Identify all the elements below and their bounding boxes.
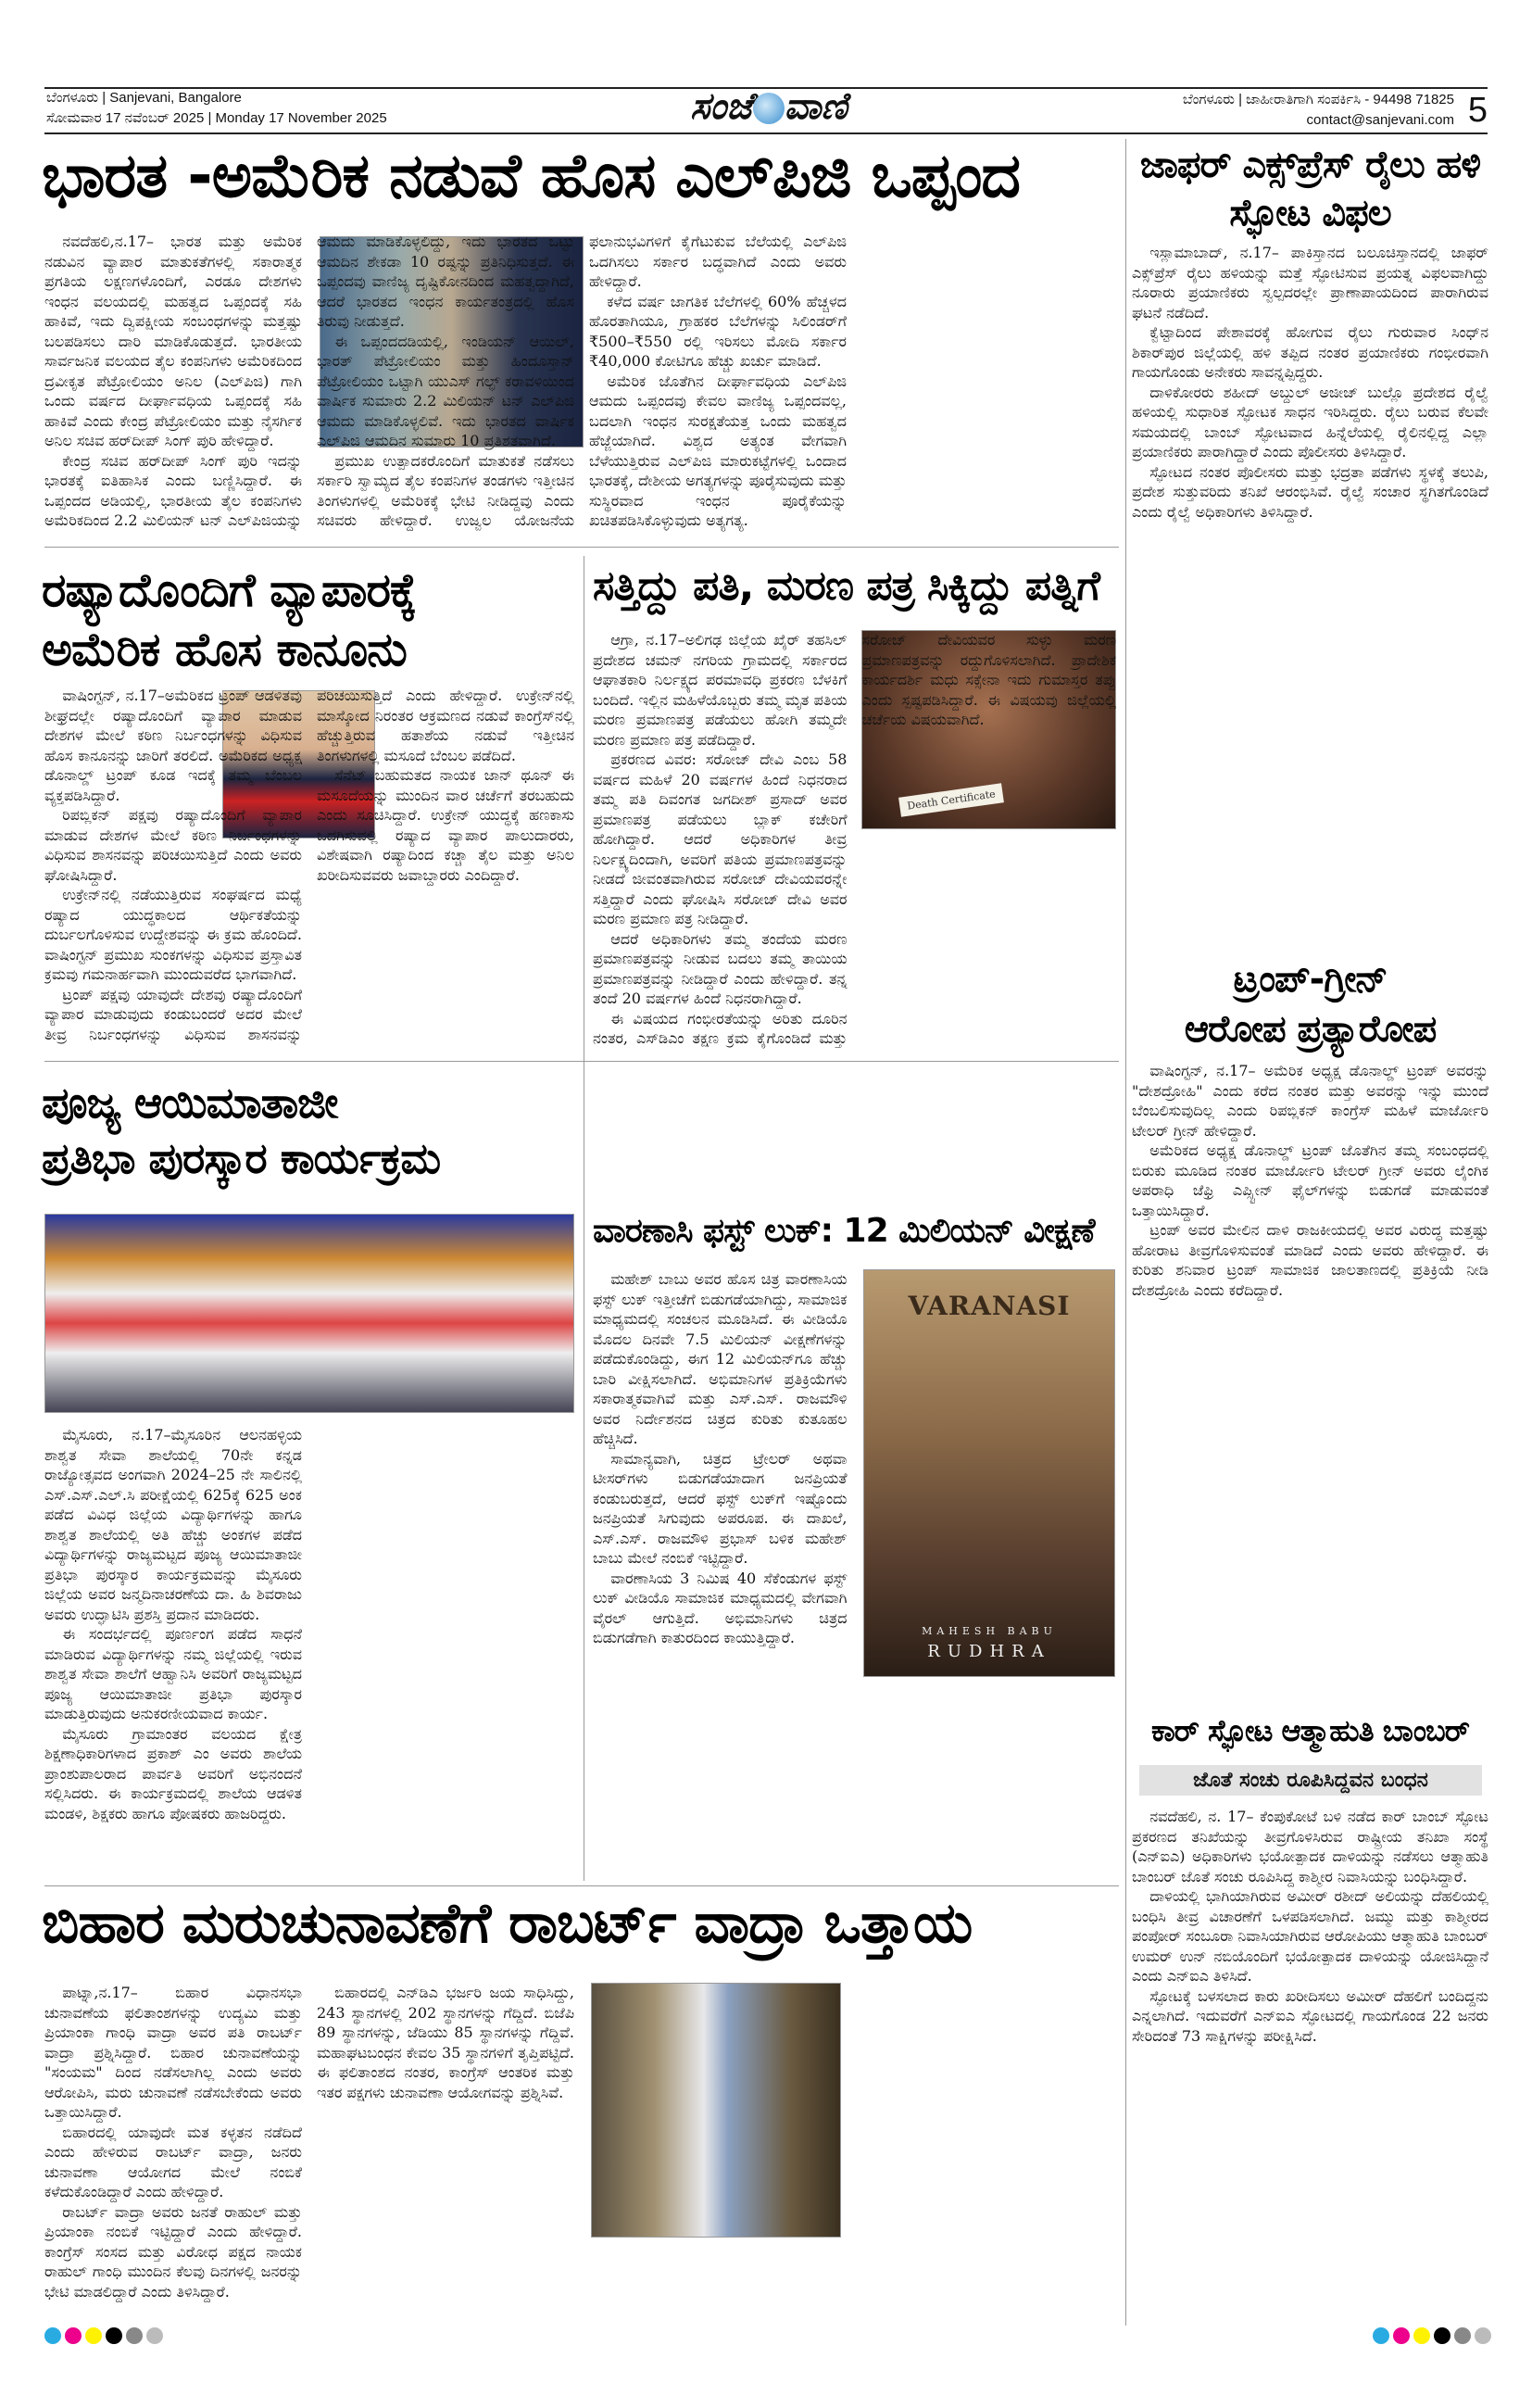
gray-dot	[126, 2327, 143, 2344]
jafar-headline: ಜಾಫರ್ ಎಕ್ಸ್‌ಪ್ರೆಸ್ ರೈಲು ಹಳಿ ಸ್ಫೋಟ ವಿಫಲ	[1139, 144, 1481, 234]
car-bomb-headline: ಕಾರ್ ಸ್ಫೋಟ ಆತ್ಮಾಹುತಿ ಬಾಂಬರ್	[1150, 1713, 1469, 1748]
yellow-dot	[85, 2327, 102, 2344]
color-registration-marks-left	[44, 2327, 167, 2348]
globe-icon	[753, 93, 785, 124]
cyan-dot	[44, 2327, 61, 2344]
color-registration-marks-right	[1373, 2327, 1495, 2348]
email: contact@sanjevani.com	[1306, 112, 1454, 128]
certificate-label: Death Certificate	[898, 783, 1004, 816]
city: ಬೆಂಗಳೂರು	[46, 90, 99, 106]
russia-body: ವಾಷಿಂಗ್ಟನ್, ನ.17–ಅಮೆರಿಕದ ಟ್ರಂಪ್ ಆಡಳಿತವು ಶೀಘ್ರದಲ್ಲೇ ರಷ್ಯಾದೊಂದಿಗೆ ವ್ಯಾಪಾರ ಮಾಡುವ ದೇಶಗಳ ಮೇಲೆ ಕಠಿಣ ನಿರ್ಬಂಧಗಳನ್ನು ವಿಧಿಸುವ ಹೊಸ ಕಾನೂನನ್ನು ಜಾರಿಗೆ ತರಲಿದೆ. ಅಮೆರಿಕದ ಅಧ್ಯಕ್ಷ ಡೊನಾಲ್ಡ್ ಟ್ರಂಪ್ ಕೂಡ ಇದಕ್ಕೆ ತಮ್ಮ ಬೆಂಬಲ ವ್ಯಕ್ತಪಡಿಸಿದ್ದಾರೆ. ರಿಪಬ್ಲಿಕನ್ ಪಕ್ಷವು ರಷ್ಯಾದೊಂದಿಗೆ ವ್ಯಾಪಾರ ಮಾಡುವ ದೇಶಗಳ ಮೇಲೆ ಕಠಿಣ ನಿರ್ಬಂಧಗಳನ್ನು ವಿಧಿಸುವ ಶಾಸನವನ್ನು ಪರಿಚಯಿಸುತ್ತಿದೆ ಎಂದು ಅವರು ಘೋಷಿಸಿದ್ದಾರೆ. ಉಕ್ರೇನ್‌ನಲ್ಲಿ ನಡೆಯುತ್ತಿರುವ ಸಂಘರ್ಷದ ಮಧ್ಯೆ ರಷ್ಯಾದ ಯುದ್ಧಕಾಲದ ಆರ್ಥಿಕತೆಯನ್ನು ದುರ್ಬಲಗೊಳಿಸುವ ಉದ್ದೇಶವನ್ನು ಈ ಕ್ರಮ ಹೊಂದಿದೆ. ವಾಷಿಂಗ್ಟನ್ ಪ್ರಮುಖ ಸುಂಕಗಳನ್ನು ವಿಧಿಸುವ ಪ್ರಸ್ತಾವಿತ ಕ್ರಮವು ಗಮನಾರ್ಹವಾಗಿ ಮುಂದುವರೆದ ಭಾಗವಾಗಿದೆ. ಟ್ರಂಪ್ ಪಕ್ಷವು ಯಾವುದೇ ದೇಶವು ರಷ್ಯಾದೊಂದಿಗೆ ವ್ಯಾಪಾರ ಮಾಡುವುದು ಕಂಡುಬಂದರೆ ಅದರ ಮೇಲೆ ತೀವ್ರ ನಿರ್ಬಂಧಗಳನ್ನು ವಿಧಿಸುವ ಶಾಸನವನ್ನು ಪರಿಚಯಿಸುತ್ತಿದೆ ಎಂದು ಹೇಳಿದ್ದಾರೆ. ಉಕ್ರೇನ್‌ನಲ್ಲಿ ಮಾಸ್ಕೋದ ನಿರಂತರ ಆಕ್ರಮಣದ ನಡುವೆ ಕಾಂಗ್ರೆಸ್‌ನಲ್ಲಿ ಹೆಚ್ಚುತ್ತಿರುವ ಹತಾಶೆಯ ನಡುವೆ ಇತ್ತೀಚಿನ ತಿಂಗಳುಗಳಲ್ಲಿ ಮಸೂದೆ ಬೆಂಬಲ ಪಡೆದಿದೆ. ಸೆನೆಟ್ ಬಹುಮತದ ನಾಯಕ ಜಾನ್ ಥೂನ್ ಈ ಮಸೂದೆಯನ್ನು ಮುಂದಿನ ವಾರ ಚರ್ಚೆಗೆ ತರಬಹುದು ಎಂದು ಸೂಚಿಸಿದ್ದಾರೆ. ಉಕ್ರೇನ್ ಯುದ್ಧಕ್ಕೆ ಹಣಕಾಸು ಒದಗಿಸುವಲ್ಲಿ ರಷ್ಯಾದ ವ್ಯಾಪಾರ ಪಾಲುದಾರರು, ವಿಶೇಷವಾಗಿ ರಷ್ಯಾದಿಂದ ಕಚ್ಚಾ ತೈಲ ಮತ್ತು ಅನಿಲ ಖರೀದಿಸುವವರು ಜವಾಬ್ದಾರರು ಎಂದಿದ್ದಾರೆ.	[44, 687, 574, 1043]
column-divider	[1125, 139, 1126, 2326]
trump-greene-body: ವಾಷಿಂಗ್ಟನ್, ನ.17– ಅಮೆರಿಕ ಅಧ್ಯಕ್ಷ ಡೊನಾಲ್ಡ್ ಟ್ರಂಪ್ ಅವರನ್ನು "ದೇಶದ್ರೋಹಿ" ಎಂದು ಕರೆದ ನಂತರ ಮತ್ತು ಅವರನ್ನು ಇನ್ನು ಮುಂದೆ ಬೆಂಬಲಿಸುವುದಿಲ್ಲ ಎಂದು ರಿಪಬ್ಲಿಕನ್ ಕಾಂಗ್ರೆಸ್ ಮಹಿಳೆ ಮಾರ್ಜೋರಿ ಟೇಲರ್ ಗ್ರೀನ್ ಹೇಳಿದ್ದಾರೆ. ಅಮೆರಿಕದ ಅಧ್ಯಕ್ಷ ಡೊನಾಲ್ಡ್ ಟ್ರಂಪ್ ಜೊತೆಗಿನ ತಮ್ಮ ಸಂಬಂಧದಲ್ಲಿ ಬಿರುಕು ಮೂಡಿದ ನಂತರ ಮಾರ್ಜೋರಿ ಟೇಲರ್ ಗ್ರೀನ್ ಅವರು ಲೈಂಗಿಕ ಅಪರಾಧಿ ಜೆಫ್ರಿ ಎಪ್ಸ್ಟೀನ್ ಫೈಲ್‌ಗಳನ್ನು ಬಿಡುಗಡೆ ಮಾಡುವಂತೆ ಒತ್ತಾಯಿಸಿದ್ದಾರೆ. ಟ್ರಂಪ್ ಅವರ ಮೇಲಿನ ದಾಳಿ ರಾಜಕೀಯದಲ್ಲಿ ಅವರ ವಿರುದ್ಧ ಮತ್ತಷ್ಟು ಹೋರಾಟ ತೀವ್ರಗೊಳಿಸುವಂತೆ ಮಾಡಿದೆ ಎಂದು ಅವರು ಹೇಳಿದ್ದಾರೆ. ಈ ಕುರಿತು ಶನಿವಾರ ಟ್ರಂಪ್ ಸಾಮಾಜಿಕ ಜಾಲತಾಣದಲ್ಲಿ ಪ್ರತಿಕ್ರಿಯೆ ನೀಡಿ ದೇಶದ್ರೋಹಿ ಎಂದು ಕರೆದಿದ್ದಾರೆ.	[1132, 1062, 1488, 1299]
russia-headline: ರಷ್ಯಾದೊಂದಿಗೆ ವ್ಯಾಪಾರಕ್ಕೆ ಅಮೆರಿಕ ಹೊಸ ಕಾನೂನು	[42, 563, 417, 676]
page-number: 5	[1467, 91, 1488, 130]
poster-title: VARANASI	[908, 1291, 1071, 1321]
widow-body: ಆಗ್ರಾ, ನ.17–ಅಲಿಗಢ ಜಿಲ್ಲೆಯ ಖೈರ್ ತಹಸಿಲ್ ಪ್ರದೇಶದ ಚಮನ್ ನಗರಿಯ ಗ್ರಾಮದಲ್ಲಿ ಸರ್ಕಾರದ ಆಘಾತಕಾರಿ ನಿರ್ಲಕ್ಷ್ಯದ ಪರಮಾವಧಿ ಪ್ರಕರಣ ಬೆಳಕಿಗೆ ಬಂದಿದೆ. ಇಲ್ಲಿನ ಮಹಿಳೆಯೊಬ್ಬರು ತಮ್ಮ ಮೃತ ಪತಿಯ ಮರಣ ಪ್ರಮಾಣಪತ್ರ ಪಡೆಯಲು ಹೋಗಿ ತಮ್ಮದೇ ಮರಣ ಪ್ರಮಾಣ ಪತ್ರ ಪಡೆದಿದ್ದಾರೆ. ಪ್ರಕರಣದ ವಿವರ: ಸರೋಜ್ ದೇವಿ ಎಂಬ 58 ವರ್ಷದ ಮಹಿಳೆ 20 ವರ್ಷಗಳ ಹಿಂದೆ ನಿಧನರಾದ ತಮ್ಮ ಪತಿ ದಿವಂಗತ ಜಗದೀಶ್ ಪ್ರಸಾದ್ ಅವರ ಪ್ರಮಾಣಪತ್ರ ಪಡೆಯಲು ಬ್ಲಾಕ್ ಕಚೇರಿಗೆ ಹೋಗಿದ್ದಾರೆ. ಆದರೆ ಅಧಿಕಾರಿಗಳ ತೀವ್ರ ನಿರ್ಲಕ್ಷ್ಯದಿಂದಾಗಿ, ಅವರಿಗೆ ಪತಿಯ ಪ್ರಮಾಣಪತ್ರವನ್ನು ನೀಡದೆ ಜೀವಂತವಾಗಿರುವ ಸರೋಜ್ ದೇವಿಯವರನ್ನೇ ಸತ್ತಿದ್ದಾರೆ ಎಂದು ಘೋಷಿಸಿ ಸರೋಜ್ ದೇವಿ ಅವರ ಮರಣ ಪ್ರಮಾಣ ಪತ್ರ ನೀಡಿದ್ದಾರೆ. ಆದರೆ ಅಧಿಕಾರಿಗಳು ತಮ್ಮ ತಂದೆಯ ಮರಣ ಪ್ರಮಾಣಪತ್ರವನ್ನು ನೀಡುವ ಬದಲು ತಮ್ಮ ತಾಯಿಯ ಪ್ರಮಾಣಪತ್ರವನ್ನು ನೀಡಿದ್ದಾರೆ ಎಂದು ಹೇಳಿದ್ದಾರೆ. ತನ್ನ ತಂದೆ 20 ವರ್ಷಗಳ ಹಿಂದೆ ನಿಧನರಾಗಿದ್ದಾರೆ. ಈ ವಿಷಯದ ಗಂಭೀರತೆಯನ್ನು ಅರಿತು ದೂರಿನ ನಂತರ, ಎಸ್‌ಡಿಎಂ ತಕ್ಷಣ ಕ್ರಮ ಕೈಗೊಂಡಿದೆ ಮತ್ತು ಸರೋಜ್ ದೇವಿಯವರ ಸುಳ್ಳು ಮರಣ ಪ್ರಮಾಣಪತ್ರವನ್ನು ರದ್ದುಗೊಳಿಸಲಾಗಿದೆ. ಪ್ರಾದೇಶಿಕ ಕಾರ್ಯದರ್ಶಿ ಮಧು ಸಕ್ಸೇನಾ ಇದು ಗುಮಾಸ್ತರ ತಪ್ಪು ಎಂದು ಸ್ಪಷ್ಟಪಡಿಸಿದ್ದಾರೆ. ಈ ವಿಷಯವು ಜಿಲ್ಲೆಯಲ್ಲಿ ಚರ್ಚೆಯ ವಿಷಯವಾಗಿದೆ.	[593, 631, 1116, 1047]
edition: | Sanjevani, Bangalore	[102, 90, 242, 106]
date-en: Monday 17 November 2025	[215, 110, 387, 126]
car-bomb-body: ನವದೆಹಲಿ, ನ. 17– ಕೆಂಪುಕೋಟೆ ಬಳಿ ನಡೆದ ಕಾರ್ ಬಾಂಬ್ ಸ್ಫೋಟ ಪ್ರಕರಣದ ತನಿಖೆಯನ್ನು ತೀವ್ರಗೊಳಿಸಿರುವ ರಾಷ್ಟ್ರೀಯ ತನಿಖಾ ಸಂಸ್ಥೆ (ಎನ್‌ಐಎ) ಅಧಿಕಾರಿಗಳು ಭಯೋತ್ಪಾದಕ ದಾಳಿಯನ್ನು ನಡೆಸಲು ಆತ್ಮಾಹುತಿ ಬಾಂಬರ್ ಜೊತೆ ಸಂಚು ರೂಪಿಸಿದ್ದ ಕಾಶ್ಮೀರ ನಿವಾಸಿಯನ್ನು ಬಂಧಿಸಿದ್ದಾರೆ. ದಾಳಿಯಲ್ಲಿ ಭಾಗಿಯಾಗಿರುವ ಅಮೀರ್ ರಶೀದ್ ಅಲಿಯನ್ನು ದೆಹಲಿಯಲ್ಲಿ ಬಂಧಿಸಿ ತೀವ್ರ ವಿಚಾರಣೆಗೆ ಒಳಪಡಿಸಲಾಗಿದೆ. ಜಮ್ಮು ಮತ್ತು ಕಾಶ್ಮೀರದ ಪಂಪೋರ್ ಸಂಬೂರಾ ನಿವಾಸಿಯಾಗಿರುವ ಆರೋಪಿಯು ಆತ್ಮಾಹುತಿ ಬಾಂಬರ್ ಉಮರ್ ಉನ್ ನಬಿಯೊಂದಿಗೆ ಭಯೋತ್ಪಾದಕ ದಾಳಿಯನ್ನು ಯೋಜಿಸಿದ್ದಾನೆ ಎಂದು ಎನ್‌ಐಎ ತಿಳಿಸಿದೆ. ಸ್ಫೋಟಕ್ಕೆ ಬಳಸಲಾದ ಕಾರು ಖರೀದಿಸಲು ಅಮೀರ್ ದೆಹಲಿಗೆ ಬಂದಿದ್ದನು ಎನ್ನಲಾಗಿದೆ. ಇದುವರೆಗೆ ಎನ್‌ಐಎ ಸ್ಫೋಟದಲ್ಲಿ ಗಾಯಗೊಂಡ 22 ಜನರು ಸೇರಿದಂತೆ 73 ಸಾಕ್ಷಿಗಳನ್ನು ಪರೀಕ್ಷಿಸಿದೆ.	[1132, 1808, 1488, 2045]
divider	[44, 1061, 1119, 1062]
lpg-body: ನವದೆಹಲಿ,ನ.17– ಭಾರತ ಮತ್ತು ಅಮೆರಿಕ ನಡುವಿನ ವ್ಯಾಪಾರ ಮಾತುಕತೆಗಳಲ್ಲಿ ಸಕಾರಾತ್ಮಕ ಪ್ರಗತಿಯ ಲಕ್ಷಣಗಳೊಂದಿಗೆ, ಎರಡೂ ದೇಶಗಳು ಇಂಧನ ವಲಯದಲ್ಲಿ ಮಹತ್ವದ ಒಪ್ಪಂದಕ್ಕೆ ಸಹಿ ಹಾಕಿವೆ, ಇದು ದ್ವಿಪಕ್ಷೀಯ ಸಂಬಂಧಗಳನ್ನು ಮತ್ತಷ್ಟು ಬಲಪಡಿಸಲು ದಾರಿ ಮಾಡಿಕೊಡುತ್ತದೆ. ಭಾರತೀಯ ಸಾರ್ವಜನಿಕ ವಲಯದ ತೈಲ ಕಂಪನಿಗಳು ಅಮೆರಿಕದಿಂದ ದ್ರವೀಕೃತ ಪೆಟ್ರೋಲಿಯಂ ಅನಿಲ (ಎಲ್‌ಪಿಜಿ) ಗಾಗಿ ಒಂದು ವರ್ಷದ ದೀರ್ಘಾವಧಿಯ ಒಪ್ಪಂದಕ್ಕೆ ಸಹಿ ಹಾಕಿವೆ ಎಂದು ಕೇಂದ್ರ ಪೆಟ್ರೋಲಿಯಂ ಮತ್ತು ನೈಸರ್ಗಿಕ ಅನಿಲ ಸಚಿವ ಹರ್‌ದೀಪ್ ಸಿಂಗ್ ಪುರಿ ಹೇಳಿದ್ದಾರೆ. ಕೇಂದ್ರ ಸಚಿವ ಹರ್‌ದೀಪ್ ಸಿಂಗ್ ಪುರಿ ಇದನ್ನು ಭಾರತಕ್ಕೆ ಐತಿಹಾಸಿಕ ಎಂದು ಬಣ್ಣಿಸಿದ್ದಾರೆ. ಈ ಒಪ್ಪಂದದ ಅಡಿಯಲ್ಲಿ, ಭಾರತೀಯ ತೈಲ ಕಂಪನಿಗಳು ಅಮೆರಿಕದಿಂದ 2.2 ಮಿಲಿಯನ್ ಟನ್ ಎಲ್‌ಪಿಜಿಯನ್ನು ಆಮದು ಮಾಡಿಕೊಳ್ಳಲಿದ್ದು, ಇದು ಭಾರತದ ಒಟ್ಟು ಆಮದಿನ ಶೇಕಡಾ 10 ರಷ್ಟನ್ನು ಪ್ರತಿನಿಧಿಸುತ್ತದೆ. ಈ ಒಪ್ಪಂದವು ವಾಣಿಜ್ಯ ದೃಷ್ಟಿಕೋನದಿಂದ ಮಹತ್ವದ್ದಾಗಿದೆ, ಆದರೆ ಭಾರತದ ಇಂಧನ ಕಾರ್ಯತಂತ್ರದಲ್ಲಿ ಹೊಸ ತಿರುವು ನೀಡುತ್ತದೆ. ಈ ಒಪ್ಪಂದದಡಿಯಲ್ಲಿ, ಇಂಡಿಯನ್ ಆಯಿಲ್, ಭಾರತ್ ಪೆಟ್ರೋಲಿಯಂ ಮತ್ತು ಹಿಂದೂಸ್ತಾನ್ ಪೆಟ್ರೋಲಿಯಂ ಒಟ್ಟಾಗಿ ಯುಎಸ್ ಗಲ್ಫ್ ಕರಾವಳಿಯಿಂದ ವಾರ್ಷಿಕ ಸುಮಾರು 2.2 ಮಿಲಿಯನ್ ಟನ್ ಎಲ್‌ಪಿಜಿ ಆಮದು ಮಾಡಿಕೊಳ್ಳಲಿವೆ. ಇದು ಭಾರತದ ವಾರ್ಷಿಕ ಎಲ್‌ಪಿಜಿ ಆಮದಿನ ಸುಮಾರು 10 ಪ್ರತಿಶತವಾಗಿದೆ. ಪ್ರಮುಖ ಉತ್ಪಾದಕರೊಂದಿಗೆ ಮಾತುಕತೆ ನಡೆಸಲು ಸರ್ಕಾರಿ ಸ್ವಾಮ್ಯದ ತೈಲ ಕಂಪನಿಗಳ ತಂಡಗಳು ಇತ್ತೀಚಿನ ತಿಂಗಳುಗಳಲ್ಲಿ ಅಮೆರಿಕಕ್ಕೆ ಭೇಟಿ ನೀಡಿದ್ದವು ಎಂದು ಸಚಿವರು ಹೇಳಿದ್ದಾರೆ. ಉಜ್ವಲ ಯೋಜನೆಯ ಫಲಾನುಭವಿಗಳಿಗೆ ಕೈಗೆಟುಕುವ ಬೆಲೆಯಲ್ಲಿ ಎಲ್‌ಪಿಜಿ ಒದಗಿಸಲು ಸರ್ಕಾರ ಬದ್ಧವಾಗಿದೆ ಎಂದು ಅವರು ಹೇಳಿದ್ದಾರೆ. ಕಳೆದ ವರ್ಷ ಜಾಗತಿಕ ಬೆಲೆಗಳಲ್ಲಿ 60% ಹೆಚ್ಚಳದ ಹೊರತಾಗಿಯೂ, ಗ್ರಾಹಕರ ಬೆಲೆಗಳನ್ನು ಸಿಲಿಂಡರ್‌ಗೆ ₹500–₹550 ರಲ್ಲಿ ಇರಿಸಲು ಮೋದಿ ಸರ್ಕಾರ ₹40,000 ಕೋಟಿಗೂ ಹೆಚ್ಚು ಖರ್ಚು ಮಾಡಿದೆ. ಅಮೆರಿಕ ಜೊತೆಗಿನ ದೀರ್ಘಾವಧಿಯ ಎಲ್‌ಪಿಜಿ ಆಮದು ಒಪ್ಪಂದವು ಕೇವಲ ವಾಣಿಜ್ಯ ಒಪ್ಪಂದವಲ್ಲ, ಬದಲಾಗಿ ಇಂಧನ ಸುರಕ್ಷತೆಯತ್ತ ಒಂದು ಮಹತ್ವದ ಹೆಜ್ಜೆಯಾಗಿದೆ. ವಿಶ್ವದ ಅತ್ಯಂತ ವೇಗವಾಗಿ ಬೆಳೆಯುತ್ತಿರುವ ಎಲ್‌ಪಿಜಿ ಮಾರುಕಟ್ಟೆಗಳಲ್ಲಿ ಒಂದಾದ ಭಾರತಕ್ಕೆ, ದೇಶೀಯ ಅಗತ್ಯಗಳನ್ನು ಪೂರೈಸುವುದು ಮತ್ತು ಸುಸ್ಥಿರವಾದ ಇಂಧನ ಪೂರೈಕೆಯನ್ನು ಖಚಿತಪಡಿಸಿಕೊಳ್ಳುವುದು ಅತ್ಯಗತ್ಯ.	[44, 233, 847, 529]
cyan-dot	[1373, 2327, 1389, 2344]
lpg-headline: ಭಾರತ -ಅಮೆರಿಕ ನಡುವೆ ಹೊಸ ಎಲ್‌ಪಿಜಿ ಒಪ್ಪಂದ	[42, 140, 1021, 211]
varanasi-body: ಮಹೇಶ್ ಬಾಬು ಅವರ ಹೊಸ ಚಿತ್ರ ವಾರಣಾಸಿಯ ಫಸ್ಟ್ ಲುಕ್ ಇತ್ತೀಚೆಗೆ ಬಿಡುಗಡೆಯಾಗಿದ್ದು, ಸಾಮಾಜಿಕ ಮಾಧ್ಯಮದಲ್ಲಿ ಸಂಚಲನ ಮೂಡಿಸಿದೆ. ಈ ವೀಡಿಯೊ ಮೊದಲ ದಿನವೇ 7.5 ಮಿಲಿಯನ್ ವೀಕ್ಷಣೆಗಳನ್ನು ಪಡೆದುಕೊಂಡಿದ್ದು, ಈಗ 12 ಮಿಲಿಯನ್‌ಗೂ ಹೆಚ್ಚು ಬಾರಿ ವೀಕ್ಷಿಸಲಾಗಿದೆ. ಅಭಿಮಾನಿಗಳ ಪ್ರತಿಕ್ರಿಯೆಗಳು ಸಕಾರಾತ್ಮಕವಾಗಿವೆ ಮತ್ತು ಎಸ್.ಎಸ್. ರಾಜಮೌಳಿ ಅವರ ನಿರ್ದೇಶನದ ಚಿತ್ರದ ಕುರಿತು ಕುತೂಹಲ ಹೆಚ್ಚಿಸಿದೆ. ಸಾಮಾನ್ಯವಾಗಿ, ಚಿತ್ರದ ಟ್ರೇಲರ್ ಅಥವಾ ಟೀಸರ್‌ಗಳು ಬಿಡುಗಡೆಯಾದಾಗ ಜನಪ್ರಿಯತೆ ಕಂಡುಬರುತ್ತದೆ, ಆದರೆ ಫಸ್ಟ್ ಲುಕ್‌ಗೆ ಇಷ್ಟೊಂದು ಜನಪ್ರಿಯತೆ ಸಿಗುವುದು ಅಪರೂಪ. ಈ ದಾಖಲೆ, ಎಸ್.ಎಸ್. ರಾಜಮೌಳಿ ಪ್ರಭಾಸ್ ಬಳಿಕ ಮಹೇಶ್ ಬಾಬು ಮೇಲೆ ನಂಬಿಕೆ ಇಟ್ಟಿದ್ದಾರೆ. ವಾರಣಾಸಿಯ 3 ನಿಮಿಷ 40 ಸೆಕೆಂಡುಗಳ ಫಸ್ಟ್ ಲುಕ್ ವೀಡಿಯೊ ಸಾಮಾಜಿಕ ಮಾಧ್ಯಮದಲ್ಲಿ ವೇಗವಾಗಿ ವೈರಲ್ ಆಗುತ್ತಿದೆ. ಅಭಿಮಾನಿಗಳು ಚಿತ್ರದ ಬಿಡುಗಡೆಗಾಗಿ ಕಾತುರದಿಂದ ಕಾಯುತ್ತಿದ್ದಾರೆ.	[593, 1270, 848, 1646]
jafar-body: ಇಸ್ಲಾಮಾಬಾದ್, ನ.17– ಪಾಕಿಸ್ತಾನದ ಬಲೂಚಿಸ್ತಾನದಲ್ಲಿ ಜಾಫರ್ ಎಕ್ಸ್‌ಪ್ರೆಸ್ ರೈಲು ಹಳಿಯನ್ನು ಮತ್ತೆ ಸ್ಫೋಟಿಸುವ ಪ್ರಯತ್ನ ವಿಫಲವಾಗಿದ್ದು ನೂರಾರು ಪ್ರಯಾಣಿಕರು ಸ್ವಲ್ಪದರಲ್ಲೇ ಪ್ರಾಣಾಪಾಯದಿಂದ ಪಾರಾಗಿರುವ ಘಟನೆ ನಡೆದಿದೆ. ಕ್ವೆಟ್ಟಾದಿಂದ ಪೇಶಾವರಕ್ಕೆ ಹೋಗುವ ರೈಲು ಗುರುವಾರ ಸಿಂಧ್‌ನ ಶಿಕಾರ್‌ಪುರ ಜಿಲ್ಲೆಯಲ್ಲಿ ಹಳಿ ತಪ್ಪಿದ ನಂತರ ಪ್ರಯಾಣಿಕರು ಗಂಭೀರವಾಗಿ ಗಾಯಗೊಂಡು ಅನೇಕರು ಸಾವನ್ನಪ್ಪಿದ್ದರು. ದಾಳಿಕೋರರು ಶಹೀದ್ ಅಬ್ದುಲ್ ಅಜೀಜ್ ಬುಲ್ಲೊ ಪ್ರದೇಶದ ರೈಲ್ವೆ ಹಳಿಯಲ್ಲಿ ಸುಧಾರಿತ ಸ್ಫೋಟಕ ಸಾಧನ ಇರಿಸಿದ್ದರು. ರೈಲು ಬರುವ ಕೆಲವೇ ಸಮಯದಲ್ಲಿ ಬಾಂಬ್ ಸ್ಫೋಟವಾದ ಹಿನ್ನೆಲೆಯಲ್ಲಿ ರೈಲಿನಲ್ಲಿದ್ದ ಎಲ್ಲಾ ಪ್ರಯಾಣಿಕರು ಪಾರಾಗಿದ್ದಾರೆ ಎಂದು ಪೊಲೀಸರು ತಿಳಿಸಿದ್ದಾರೆ. ಸ್ಫೋಟದ ನಂತರ ಪೊಲೀಸರು ಮತ್ತು ಭದ್ರತಾ ಪಡೆಗಳು ಸ್ಥಳಕ್ಕೆ ತಲುಪಿ, ಪ್ರದೇಶ ಸುತ್ತುವರಿದು ತನಿಖೆ ಆರಂಭಿಸಿವೆ. ರೈಲ್ವೆ ಸಂಚಾರ ಸ್ಥಗಿತಗೊಂಡಿದೆ ಎಂದು ರೈಲ್ವೆ ಅಧಿಕಾರಿಗಳು ತಿಳಿಸಿದ್ದಾರೆ.	[1132, 244, 1488, 521]
black-dot	[1434, 2327, 1450, 2344]
divider	[44, 547, 1119, 548]
masthead-logo: ಸಂಜೆ ವಾಣಿ	[690, 85, 848, 128]
magenta-dot	[65, 2327, 82, 2344]
black-dot	[106, 2327, 122, 2344]
poster-actor: MAHESH BABU	[922, 1625, 1057, 1637]
header-right	[1183, 90, 1488, 131]
car-bomb-kicker: ಜೊತೆ ಸಂಚು ರೂಪಿಸಿದ್ದವನ ಬಂಧನ	[1139, 1765, 1482, 1796]
trump-greene-headline: ಟ್ರಂಪ್-ಗ್ರೀನ್ ಆರೋಪ ಪ್ರತ್ಯಾರೋಪ	[1184, 958, 1437, 1051]
vadra-headline: ಬಿಹಾರ ಮರುಚುನಾವಣೆಗೆ ರಾಬರ್ಟ್ ವಾದ್ರಾ ಒತ್ತಾಯ	[42, 1891, 973, 1956]
header-rule	[44, 132, 1488, 134]
divider	[44, 1885, 1119, 1886]
gray-dot	[1454, 2327, 1471, 2344]
award-headline: ಪೂಜ್ಯ ಆಯಿಮಾತಾಜೀ ಪ್ರತಿಭಾ ಪುರಸ್ಕಾರ ಕಾರ್ಯಕ್ರಮ	[42, 1078, 441, 1183]
vadra-body: ಪಾಟ್ನಾ,ನ.17– ಬಿಹಾರ ವಿಧಾನಸಭಾ ಚುನಾವಣೆಯ ಫಲಿತಾಂಶಗಳನ್ನು ಉದ್ಯಮಿ ಮತ್ತು ಪ್ರಿಯಾಂಕಾ ಗಾಂಧಿ ವಾದ್ರಾ ಅವರ ಪತಿ ರಾಬರ್ಟ್ ವಾದ್ರಾ ಪ್ರಶ್ನಿಸಿದ್ದಾರೆ. ಬಿಹಾರ ಚುನಾವಣೆಯನ್ನು "ಸಂಯಮ" ದಿಂದ ನಡೆಸಲಾಗಿಲ್ಲ ಎಂದು ಅವರು ಆರೋಪಿಸಿ, ಮರು ಚುನಾವಣೆ ನಡೆಸಬೇಕೆಂದು ಅವರು ಒತ್ತಾಯಿಸಿದ್ದಾರೆ. ಬಿಹಾರದಲ್ಲಿ ಯಾವುದೇ ಮತ ಕಳ್ಳತನ ನಡೆದಿದೆ ಎಂದು ಹೇಳಿರುವ ರಾಬರ್ಟ್ ವಾದ್ರಾ, ಜನರು ಚುನಾವಣಾ ಆಯೋಗದ ಮೇಲೆ ನಂಬಿಕೆ ಕಳೆದುಕೊಂಡಿದ್ದಾರೆ ಎಂದು ಹೇಳಿದ್ದಾರೆ. ರಾಬರ್ಟ್ ವಾದ್ರಾ ಅವರು ಜನತೆ ರಾಹುಲ್ ಮತ್ತು ಪ್ರಿಯಾಂಕಾ ನಂಬಿಕೆ ಇಟ್ಟಿದ್ದಾರೆ ಎಂದು ಹೇಳಿದ್ದಾರೆ. ಕಾಂಗ್ರೆಸ್ ಸಂಸದ ಮತ್ತು ವಿರೋಧ ಪಕ್ಷದ ನಾಯಕ ರಾಹುಲ್ ಗಾಂಧಿ ಮುಂದಿನ ಕೆಲವು ದಿನಗಳಲ್ಲಿ ಜನರನ್ನು ಭೇಟಿ ಮಾಡಲಿದ್ದಾರೆ ಎಂದು ತಿಳಿಸಿದ್ದಾರೆ. ಬಿಹಾರದಲ್ಲಿ ಎನ್‌ಡಿಎ ಭರ್ಜರಿ ಜಯ ಸಾಧಿಸಿದ್ದು, 243 ಸ್ಥಾನಗಳಲ್ಲಿ 202 ಸ್ಥಾನಗಳನ್ನು ಗೆದ್ದಿದೆ. ಬಿಜೆಪಿ 89 ಸ್ಥಾನಗಳನ್ನು, ಜೆಡಿಯು 85 ಸ್ಥಾನಗಳನ್ನು ಗೆದ್ದಿವೆ. ಮಹಾಘಟಬಂಧನ ಕೇವಲ 35 ಸ್ಥಾನಗಳಿಗೆ ತೃಪ್ತಿಪಟ್ಟಿದೆ. ಈ ಫಲಿತಾಂಶದ ನಂತರ, ಕಾಂಗ್ರೆಸ್ ಆಂತರಿಕ ಮತ್ತು ಇತರ ಪಕ್ಷಗಳು ಚುನಾವಣಾ ಆಯೋಗವನ್ನು ಪ್ರಶ್ನಿಸಿವೆ.	[44, 1984, 574, 2301]
contact-line: ಬೆಂಗಳೂರು | ಜಾಹೀರಾತಿಗಾಗಿ ಸಂಪರ್ಕಿಸಿ - 94498 71825	[1182, 92, 1454, 107]
award-ceremony-photo	[44, 1214, 574, 1413]
poster-role: RUDHRA	[927, 1642, 1051, 1661]
magenta-dot	[1393, 2327, 1410, 2344]
light-gray-dot	[146, 2327, 163, 2344]
varanasi-headline: ವಾರಣಾಸಿ ಫಸ್ಟ್ ಲುಕ್: 12 ಮಿಲಿಯನ್ ವೀಕ್ಷಣೆ	[593, 1212, 1095, 1250]
date-kn: ಸೋಮವಾರ 17 ನವೆಂಬರ್ 2025 |	[46, 110, 212, 126]
header-left	[46, 88, 387, 129]
light-gray-dot	[1475, 2327, 1491, 2344]
widow-headline: ಸತ್ತಿದ್ದು ಪತಿ, ಮರಣ ಪತ್ರ ಸಿಕ್ಕಿದ್ದು ಪತ್ನಿಗೆ	[593, 562, 1099, 610]
award-body: ಮೈಸೂರು, ನ.17–ಮೈಸೂರಿನ ಆಲನಹಳ್ಳಿಯ ಶಾಶ್ವತ ಸೇವಾ ಶಾಲೆಯಲ್ಲಿ 70ನೇ ಕನ್ನಡ ರಾಜ್ಯೋತ್ಸವದ ಅಂಗವಾಗಿ 2024–25 ನೇ ಸಾಲಿನಲ್ಲಿ ಎಸ್.ಎಸ್.ಎಲ್.ಸಿ ಪರೀಕ್ಷೆಯಲ್ಲಿ 625ಕ್ಕೆ 625 ಅಂಕ ಪಡೆದ ವಿವಿಧ ಜಿಲ್ಲೆಯ ವಿದ್ಯಾರ್ಥಿಗಳನ್ನು ಹಾಗೂ ಶಾಶ್ವತ ಶಾಲೆಯಲ್ಲಿ ಅತಿ ಹೆಚ್ಚು ಅಂಕಗಳ ಪಡೆದ ವಿದ್ಯಾರ್ಥಿಗಳನ್ನು ರಾಜ್ಯಮಟ್ಟದ ಪೂಜ್ಯ ಆಯಿಮಾತಾಜೀ ಪ್ರತಿಭಾ ಪುರಸ್ಕಾರ ಕಾರ್ಯಕ್ರಮವನ್ನು ಮೈಸೂರು ಜಿಲ್ಲೆಯ ಅವರ ಜನ್ಮದಿನಾಚರಣೆಯ ದಾ. ಹಿ ಶಿವರಾಜು ಅವರು ಉದ್ಘಾಟಿಸಿ ಪ್ರಶಸ್ತಿ ಪ್ರದಾನ ಮಾಡಿದರು. ಈ ಸಂದರ್ಭದಲ್ಲಿ ಪೂರ್ಣಂಗ ಪಡೆದ ಸಾಧನೆ ಮಾಡಿರುವ ವಿದ್ಯಾರ್ಥಿಗಳನ್ನು ನಮ್ಮ ಜಿಲ್ಲೆಯಲ್ಲಿ ಇರುವ ಶಾಶ್ವತ ಸೇವಾ ಶಾಲೆಗೆ ಆಹ್ವಾನಿಸಿ ಅವರಿಗೆ ರಾಜ್ಯಮಟ್ಟದ ಪೂಜ್ಯ ಆಯಿಮಾತಾಜೀ ಪ್ರತಿಭಾ ಪುರಸ್ಕಾರ ಮಾಡುತ್ತಿರುವುದು ಅನುಕರಣೀಯವಾದ ಕಾರ್ಯ. ಮೈಸೂರು ಗ್ರಾಮಾಂತರ ವಲಯದ ಕ್ಷೇತ್ರ ಶಿಕ್ಷಣಾಧಿಕಾರಿಗಳಾದ ಪ್ರಕಾಶ್ ಎಂ ಅವರು ಶಾಲೆಯ ಪ್ರಾಂಶುಪಾಲರಾದ ಪಾರ್ವತಿ ಅವರಿಗೆ ಅಭಿನಂದನೆ ಸಲ್ಲಿಸಿದರು. ಈ ಕಾರ್ಯಕ್ರಮದಲ್ಲಿ ಶಾಲೆಯ ಆಡಳಿತ ಮಂಡಳಿ, ಶಿಕ್ಷಕರು ಹಾಗೂ ಪೋಷಕರು ಹಾಜರಿದ್ದರು.	[44, 1426, 302, 1822]
yellow-dot	[1413, 2327, 1430, 2344]
